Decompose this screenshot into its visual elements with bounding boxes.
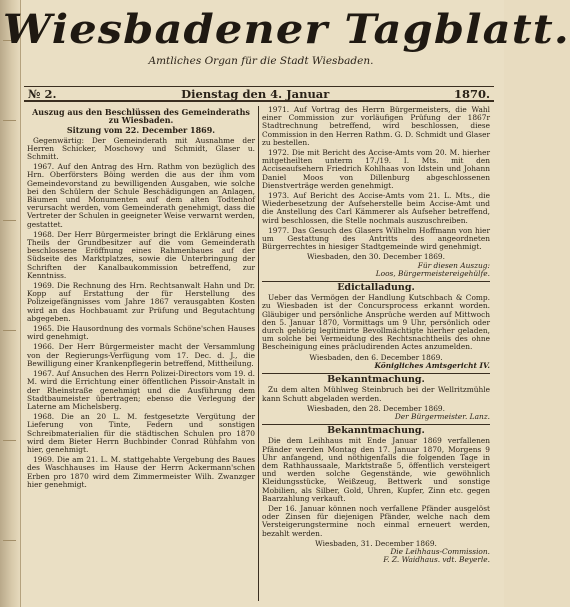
newspaper-subtitle: Amtliches Organ für die Stadt Wiesbaden. [148, 55, 374, 67]
section-title-edictalladung: Edictalladung. [262, 281, 490, 292]
place-date: Wiesbaden, den 30. December 1869. [307, 252, 445, 262]
paragraph: 1969. Die Rechnung des Hrn. Rechtsanwalt Hahn und Dr. Kopp auf Erstattung der für Herstellung des Polizeigefängnisses vom Jahre 1867 verausgabten Kosten wird an das Hochbauamt zur Prüfung und Begutachtung abgegeben. [27, 281, 255, 323]
section-title-bekanntmachung: Bekanntmachung. [262, 373, 490, 384]
masthead [2, 0, 570, 80]
right-column [259, 106, 493, 601]
section-heading: Auszug aus den Beschlüssen des Gemeinderaths zu Wiesbaden. [32, 107, 250, 126]
dateline [24, 86, 494, 102]
paragraph: 1965. Die Hausordnung des vormals Schöne'schen Hauses wird genehmigt. [27, 324, 255, 342]
issue-number: № 2. [28, 86, 57, 101]
paragraph: 1969. Die am 21. L. M. stattgehabte Vergebung des Baues des Waschhauses im Hause der Herrn Ackermann'schen Erben pro 1870 wird dem Zimmermeister Wilh. Zwanzger hier genehmigt. [27, 455, 255, 489]
auszug-signature: Loos, Bürgermeistereigehülfe. [375, 268, 490, 278]
notice-signature: Der Bürgermeister. Lanz. [394, 411, 490, 421]
paragraph: 1972. Die mit Bericht des Accise-Amts vom 20. M. hierher mitgetheilten unterm 17./19. I. Mts. mit den Acciseaufsehern Friedrich Kohlhaas von Idstein und Johann Daniel Moos von Dillenburg abgeschlossenen Dienstverträge werden genehmigt. [262, 148, 490, 190]
issue-year: 1870. [453, 86, 490, 101]
paragraph: 1966. Der Herr Bürgermeister macht der Versammlung von der Regierungs-Verfügung vom 17. Dec. d. J., die Bewilligung einer Krankenpflegerin betreffend, Mittheilung. [27, 342, 255, 368]
notice-court: Königliches Amtsgericht IV. [374, 360, 490, 370]
attendance: Gegenwärtig: Der Gemeinderath mit Ausnahme der Herren Schicker, Moschowy und Schmidt, Glaser u. Schmitt. [27, 135, 255, 162]
newspaper-title: Wiesbadener Tagblatt. [2, 6, 570, 53]
columns [24, 106, 494, 601]
notice-text: Ueber das Vermögen der Handlung Kutschbach & Comp. zu Wiesbaden ist der Concursprocess erkannt worden. Gläubiger und persönliche Ansprüche werden auf Mittwoch den 5. Januar 1870, Vormittags um 9 Uhr, persönlich oder durch gehörig legitimirte Bevollmächtigte hierher geladen, um solche bei Vermeidung des Rechtsnachtheils des ohne Bescheinigung eines präcludirenden Actes anzumelden. [262, 293, 490, 352]
notice-text: Zu dem alten Mühlweg Steinbruch bei der Wellritzmühle kann Schutt abgeladen werden. [262, 385, 490, 403]
paragraph: 1967. Auf den Antrag des Hrn. Rathm von bezüglich des Hrn. Oberförsters Böing werden die aus der ihm vom Gemeindevorstand zu bewilligenden Ausgaben, wie solche bei den Schülern der Schule Beschädigungen an Anlagen, Bäumen und Monumenten auf dem alten Todtenhof verursacht werden, vom Gemeinderath genehmigt, dass die Vertreter der Schulen in geeigneter Weise verwarnt werden, gestattet. [27, 162, 255, 229]
left-column [24, 106, 258, 601]
paragraph: 1977. Das Gesuch des Glasers Wilhelm Hoffmann von hier um Gestattung des Antritts des angeordneten Bürgerrechtes in hiesiger Stadtgemeinde wird genehmigt. [262, 225, 490, 252]
notice-org: Die Leihhaus-Commission. [390, 546, 490, 556]
notice-place: Wiesbaden, 31. December 1869. [315, 538, 437, 548]
paragraph: 1971. Auf Vortrag des Herrn Bürgermeisters, die Wahl einer Commission zur vorläufigen Prüfung der 1867r Stadtrechnung betreffend, wird beschlossen, diese Commission in den Herren Rathm. G. D. Schmidt und Glaser zu bestellen. [262, 105, 490, 147]
notice-signature: F. Z. Waidhaus. vdt. Beyerle. [383, 555, 490, 565]
auszug-label: Für diesen Auszug: [417, 260, 490, 270]
notice-place: Wiesbaden, den 28. December 1869. [307, 403, 445, 413]
notice-place: Wiesbaden, den 6. December 1869. [309, 352, 443, 362]
notice-text: Der 16. Januar können noch verfallene Pfänder ausgelöst oder Zinsen für diejenigen Pfänder, welche nach dem Versteigerungstermine noch einmal erneuert werden, bezahlt werden. [262, 503, 490, 538]
session-heading: Sitzung vom 22. December 1869. [66, 125, 216, 136]
notice-text: Die dem Leihhaus mit Ende Januar 1869 verfallenen Pfänder werden Montag den 17. Januar 1870, Morgens 9 Uhr anfangend, und nöthigenfalls die folgenden Tage in dem Rathhaussaale, Marktstraße 5, öffentlich versteigert und werden solche Gegenstände, wie gewöhnlich Kleidungsstücke, Weißzeug, Bettwerk und sonstige Mobilien, als Silber, Gold, Uhren, Kupfer, Zinn etc. gegen Baarzahlung verkauft. [262, 436, 490, 503]
issue-date: Dienstag den 4. Januar [181, 86, 330, 101]
section-title-bekanntmachung-2: Bekanntmachung. [262, 424, 490, 435]
paragraph: 1968. Die an 20 L. M. festgesetzte Vergütung der Lieferung von Tinte, Federn und sonstigen Schreibmaterialien für die städtischen Schulen pro 1870 wird dem Bieter Herrn Buchbinder Conrad Rühfahm von hier, genehmigt. [27, 412, 255, 454]
paragraph: 1973. Auf Bericht des Accise-Amts vom 21. L. Mts., die Wiederbesetzung der Aufseherstelle beim Accise-Amt und die Anstellung des Carl Kämmerer als Aufseher betreffend, wird beschlossen, die Stelle nochmals auszuschreiben. [262, 191, 490, 225]
paragraph: 1968. Der Herr Bürgermeister bringt die Erklärung eines Theils der Grundbesitzer auf die vom Gemeinderath beschlossene Eröffnung eines Rahmenbaues auf der Südseite des Marktplatzes, sowie die Unterbringung der Schriften der Kanalbaukommission betreffend, zur Kenntniss. [27, 229, 255, 280]
binding-spine [0, 0, 21, 607]
paragraph: 1967. Auf Ansuchen des Herrn Polizei-Directors vom 19. d. M. wird die Errichtung einer öffentlichen Pissoir-Anstalt in der Rheinstraße genehmigt und die Ausführung dem Stadtbaumeister übertragen; ebenso die Verlegung der Laterne am Michelsberg. [27, 369, 255, 411]
